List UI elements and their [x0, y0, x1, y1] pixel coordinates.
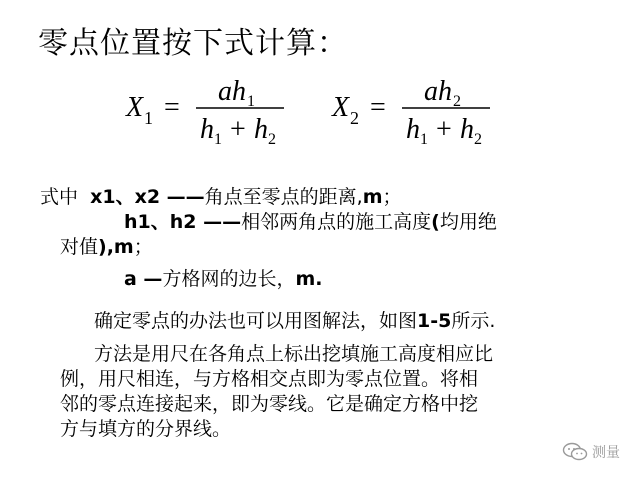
formula-x2-den-sub2: 2: [474, 131, 482, 148]
definition-h-text: 相邻两角点的施工高度: [241, 211, 432, 233]
definition-a-term: a —: [124, 268, 163, 290]
formula-x1: [120, 74, 320, 154]
figure-reference: 1-5: [417, 310, 452, 332]
definition-h-end: 均用绝: [439, 211, 497, 233]
formula-x1-equals: =: [164, 92, 180, 123]
paragraph-graphic-method: [94, 310, 495, 332]
definition-x-text: 角点至零点的距离,: [204, 186, 363, 208]
paragraph-graphic-text: 确定零点的办法也可以用图解法，如图: [94, 310, 418, 332]
formula-x1-den-h2: h: [254, 114, 268, 145]
definition-x-unit: m: [362, 186, 383, 208]
formula-x1-num-a: a: [218, 76, 232, 107]
formula-x1-num-h: h: [232, 76, 246, 107]
formula-x2-lhs-sub: 2: [350, 108, 359, 128]
formula-x2-plus: +: [436, 114, 452, 145]
definition-x: [40, 186, 402, 208]
definition-prefix: 式中: [40, 186, 91, 208]
formula-x2-num-sub: 2: [453, 93, 461, 110]
formula-x1-plus: +: [230, 114, 246, 145]
formula-x2-den-sub1: 1: [420, 131, 428, 148]
definition-h-term: h1、h2 ——: [124, 211, 242, 233]
wechat-icon: [562, 442, 588, 462]
definition-h-cont-unit: ),m: [98, 236, 134, 258]
definition-a-text: 方格网的边长，: [162, 268, 296, 290]
formula-x1-den-h1: h: [200, 114, 214, 145]
definition-h-cont-text: 对值: [60, 236, 99, 258]
paragraph-method-line-2: 例，用尺相连，与方格相交点即为零点位置。将相: [60, 368, 479, 390]
definition-h: [124, 211, 497, 233]
formula-x2-den-h1: h: [406, 114, 420, 145]
formula-x2: [326, 74, 526, 154]
formula-x2-den-h2: h: [460, 114, 474, 145]
page-title: 零点位置按下式计算：: [38, 26, 348, 61]
formula-x1-num-sub: 1: [247, 93, 255, 110]
definition-a: [124, 268, 322, 290]
formula-x1-lhs-sub: 1: [144, 108, 153, 128]
paragraph-graphic-end: 所示.: [451, 310, 496, 332]
watermark: [562, 442, 620, 462]
definition-x-term: x1、x2 ——: [90, 186, 205, 208]
formula-x2-equals: =: [370, 92, 386, 123]
formula-x1-den-sub1: 1: [214, 131, 222, 148]
watermark-text: 测量: [592, 445, 620, 461]
formula-x1-lhs: X: [126, 92, 144, 123]
definition-h-paren: (: [431, 211, 440, 233]
formula-x2-num-h: h: [438, 76, 452, 107]
definition-h-cont: [60, 236, 153, 258]
paragraph-method-line-1: 方法是用尺在各角点上标出挖填施工高度相应比: [94, 343, 494, 365]
paragraph-method-line-4: 方与填方的分界线。: [60, 418, 232, 440]
formula-x1-den-sub2: 2: [268, 131, 276, 148]
definition-h-cont-end: ；: [133, 236, 153, 258]
paragraph-method-line-3: 邻的零点连接起来，即为零线。它是确定方格中挖: [60, 393, 479, 415]
definition-a-unit: m.: [295, 268, 323, 290]
formula-x2-lhs: X: [332, 92, 350, 123]
formula-x2-num-a: a: [424, 76, 438, 107]
definition-x-end: ；: [382, 186, 402, 208]
